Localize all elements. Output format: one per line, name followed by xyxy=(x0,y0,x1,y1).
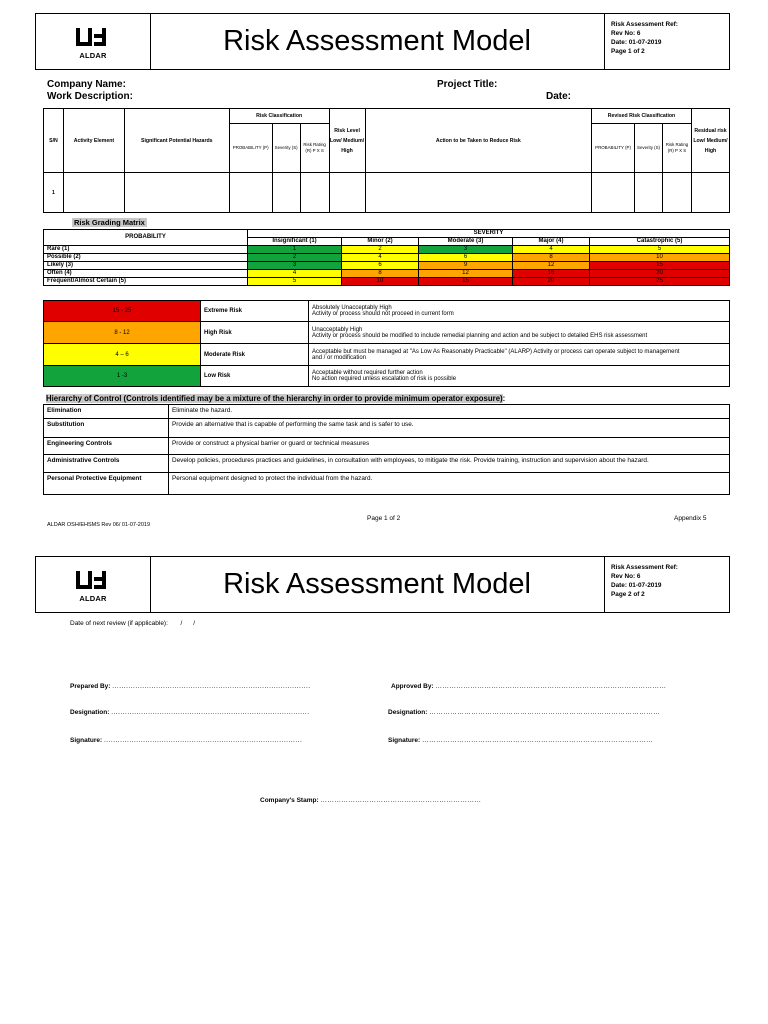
aldar-logo xyxy=(36,557,151,612)
matrix-cell: 5 xyxy=(248,278,342,286)
matrix-cell: 10 xyxy=(342,278,419,286)
row-number: 1 xyxy=(44,173,64,213)
header-date: Date: 01-07-2019 xyxy=(611,39,662,46)
col-risk-classification: Risk Classification xyxy=(229,109,329,124)
matrix-row-label: Often (4) xyxy=(44,270,248,278)
page-title: Risk Assessment Model xyxy=(223,25,531,57)
matrix-cell: 9 xyxy=(419,262,513,270)
aldar-logo-icon xyxy=(74,569,108,591)
matrix-cell: 3 xyxy=(419,246,513,254)
header-date: Date: 01-07-2019 xyxy=(611,582,662,589)
risk-assessment-table xyxy=(43,108,730,213)
col-sn: S/N xyxy=(44,109,64,173)
designation-right: Designation: ……………………………………………………………………………………… xyxy=(388,709,661,716)
legend-range: 15 - 25 xyxy=(44,301,201,322)
footer-page: Page 1 of 2 xyxy=(367,515,401,522)
col-activity: Activity Element xyxy=(63,109,124,173)
header-meta xyxy=(604,557,729,612)
col-revised-severity: Severity (S) xyxy=(635,124,663,173)
page-title: Risk Assessment Model xyxy=(223,568,531,600)
ref-label: Risk Assessment Ref: xyxy=(611,21,678,28)
legend-name: Extreme Risk xyxy=(201,301,309,322)
designation-left: Designation: ...................................................................................... xyxy=(70,709,310,716)
cell-revised-rating[interactable] xyxy=(663,173,692,213)
hierarchy-desc: Personal equipment designed to protect the individual from the hazard. xyxy=(169,473,730,495)
matrix-cell: 15 xyxy=(590,262,730,270)
matrix-cell: 2 xyxy=(342,246,419,254)
matrix-row-label: Possible (2) xyxy=(44,254,248,262)
col-revised-probability: PROBABILITY (P) xyxy=(592,124,635,173)
matrix-cell: 3 xyxy=(248,262,342,270)
company-stamp: Company's Stamp: …………………………………………………………… xyxy=(260,797,482,804)
approved-by: Approved By: ……………………………………………………………………………………… xyxy=(391,683,667,690)
col-revised-rating: Risk Rating (R) P X S xyxy=(663,124,692,173)
matrix-probability-header: PROBABILITY xyxy=(44,230,248,246)
hierarchy-desc: Develop policies, procedures practices and guidelines, in consultation with employees, to mitigate the risk. Provide training, instruction and supervision about the hazard. xyxy=(169,455,730,473)
col-hazards: Significant Potential Hazards xyxy=(124,109,229,173)
cell-hazards[interactable] xyxy=(124,173,229,213)
matrix-cell: 2 xyxy=(248,254,342,262)
logo-text: ALDAR xyxy=(79,51,107,60)
matrix-cell: 6 xyxy=(419,254,513,262)
matrix-cell: 15 xyxy=(419,278,513,286)
cell-revised-severity[interactable] xyxy=(635,173,663,213)
hierarchy-title: Hierarchy of Control (Controls identified may be a mixture of the hierarchy in order to provide minimum operator exposure): xyxy=(46,394,506,403)
matrix-cell: 1 xyxy=(248,246,342,254)
matrix-col-header: Insignificant (1) xyxy=(248,238,342,246)
hierarchy-desc: Eliminate the hazard. xyxy=(169,405,730,419)
legend-name: High Risk xyxy=(201,322,309,344)
matrix-cell: 8 xyxy=(342,270,419,278)
page1-header xyxy=(35,13,730,70)
cell-activity[interactable] xyxy=(63,173,124,213)
cell-risk-level[interactable] xyxy=(329,173,365,213)
hierarchy-name: Elimination xyxy=(44,405,169,419)
matrix-cell: 8 xyxy=(513,254,590,262)
work-description-label: Work Description: xyxy=(47,91,133,102)
prepared-by: Prepared By: ...................................................................................... xyxy=(70,683,311,690)
matrix-cell: 5 xyxy=(590,246,730,254)
aldar-logo xyxy=(36,14,151,69)
date-label: Date: xyxy=(546,91,572,102)
legend-range: 1 -3 xyxy=(44,366,201,387)
company-name-label: Company Name: xyxy=(47,79,126,90)
matrix-row-label: Likely (3) xyxy=(44,262,248,270)
legend-range: 8 - 12 xyxy=(44,322,201,344)
cell-rating[interactable] xyxy=(300,173,329,213)
risk-level-legend xyxy=(43,300,730,387)
matrix-cell: 12 xyxy=(419,270,513,278)
footer-appendix: Appendix 5 xyxy=(674,515,707,522)
col-risk-level: Risk Level Low/ Medium/ High xyxy=(329,109,365,173)
project-title-label: Project Title: xyxy=(437,79,498,90)
legend-range: 4 – 6 xyxy=(44,344,201,366)
footer-doc-ref: ALDAR OSH/EHSMS Rev 06/ 01-07-2019 xyxy=(47,522,151,528)
col-rating: Risk Rating (R) P X S xyxy=(300,124,329,173)
signature-left: Signature: ...................................................................................... xyxy=(70,737,303,744)
page-number: Page 2 of 2 xyxy=(611,591,645,598)
matrix-cell: 4 xyxy=(342,254,419,262)
cell-severity[interactable] xyxy=(272,173,300,213)
cell-probability[interactable] xyxy=(229,173,272,213)
hierarchy-name: Engineering Controls xyxy=(44,438,169,455)
legend-name: Moderate Risk xyxy=(201,344,309,366)
rev-no: Rev No: 6 xyxy=(611,573,641,580)
legend-description: Acceptable but must be managed at "As Low As Reasonably Practicable" (ALARP) Activity or process can operate subject to management and / or modification xyxy=(309,344,730,366)
rev-no: Rev No: 6 xyxy=(611,30,641,37)
header-meta xyxy=(604,14,729,69)
page2-header xyxy=(35,556,730,613)
matrix-col-header: Moderate (3) xyxy=(419,238,513,246)
matrix-cell: 4 xyxy=(513,246,590,254)
matrix-cell: 16 xyxy=(513,270,590,278)
matrix-row-label: Rare (1) xyxy=(44,246,248,254)
col-revised-classification: Revised Risk Classification xyxy=(592,109,692,124)
hierarchy-desc: Provide an alternative that is capable of performing the same task and is safer to use. xyxy=(169,419,730,438)
matrix-col-header: Minor (2) xyxy=(342,238,419,246)
matrix-row-label: Frequent/Almost Certain (5) xyxy=(44,278,248,286)
col-action: Action to be Taken to Reduce Risk xyxy=(365,109,592,173)
hierarchy-name: Administrative Controls xyxy=(44,455,169,473)
risk-grading-matrix xyxy=(43,229,730,286)
cell-action[interactable] xyxy=(365,173,592,213)
matrix-cell: 20 xyxy=(590,270,730,278)
matrix-col-header: Major (4) xyxy=(513,238,590,246)
cell-revised-probability[interactable] xyxy=(592,173,635,213)
matrix-cell: 6 xyxy=(342,262,419,270)
matrix-cell: 12 xyxy=(513,262,590,270)
hierarchy-table xyxy=(43,404,730,495)
page-number: Page 1 of 2 xyxy=(611,48,645,55)
matrix-cell: 20 xyxy=(513,278,590,286)
matrix-severity-header: SEVERITY xyxy=(248,230,730,238)
col-probability: PROBABILITY (P) xyxy=(229,124,272,173)
col-severity: Severity (S) xyxy=(272,124,300,173)
col-residual: Residual risk Low/ Medium/ High xyxy=(691,109,729,173)
matrix-cell: 10 xyxy=(590,254,730,262)
cell-residual[interactable] xyxy=(691,173,729,213)
hierarchy-name: Substitution xyxy=(44,419,169,438)
hierarchy-name: Personal Protective Equipment xyxy=(44,473,169,495)
legend-description: Unacceptably High Activity or process should be modified to include remedial planning and action and be subject to detailed EHS risk assessment xyxy=(309,322,730,344)
legend-description: Absolutely Unacceptably High Activity or process should not proceed in current form xyxy=(309,301,730,322)
ref-label: Risk Assessment Ref: xyxy=(611,564,678,571)
next-review-date: Date of next review (if applicable): / / xyxy=(70,620,195,627)
hierarchy-desc: Provide or construct a physical barrier or guard or technical measures xyxy=(169,438,730,455)
matrix-title: Risk Grading Matrix xyxy=(74,218,145,227)
legend-name: Low Risk xyxy=(201,366,309,387)
matrix-col-header: Catastrophic (5) xyxy=(590,238,730,246)
signature-right: Signature: ……………………………………………………………………………………… xyxy=(388,737,653,744)
matrix-cell: 4 xyxy=(248,270,342,278)
matrix-cell: 25 xyxy=(590,278,730,286)
aldar-logo-icon xyxy=(74,26,108,48)
legend-description: Acceptable without required further action No action required unless escalation of risk is possible xyxy=(309,366,730,387)
logo-text: ALDAR xyxy=(79,594,107,603)
